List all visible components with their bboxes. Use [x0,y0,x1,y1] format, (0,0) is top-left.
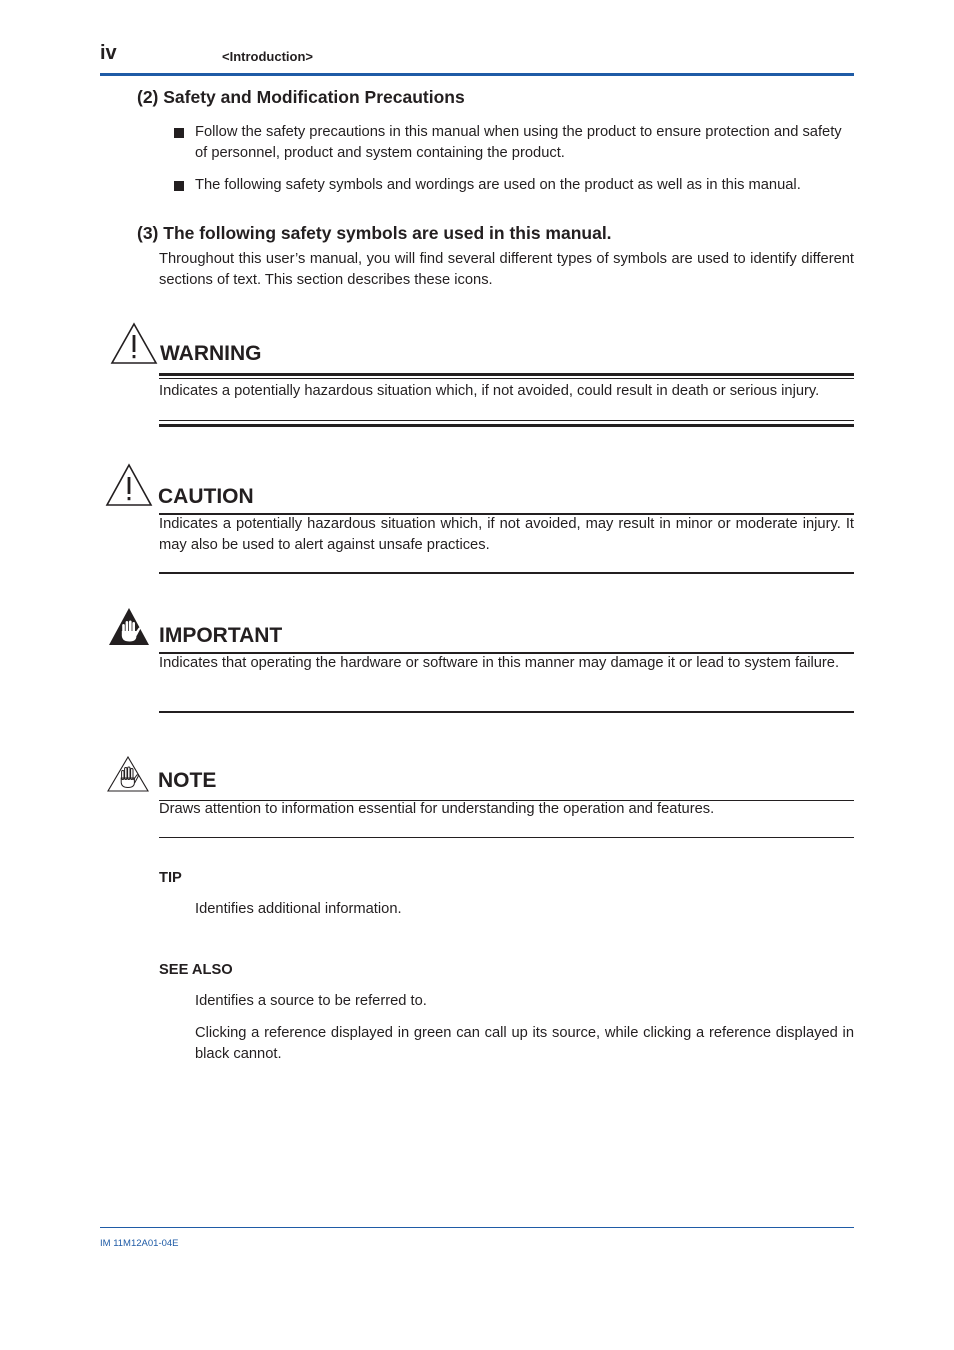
footer-rule [100,1227,854,1228]
important-text: Indicates that operating the hardware or software in this manner may damage it or lead to system failure. [159,655,840,671]
header-section-title: <Introduction> [222,49,313,64]
header-rule [100,73,854,76]
warning-title: WARNING [160,342,262,365]
hand-triangle-outline-icon [107,756,149,792]
important-title: IMPORTANT [159,624,283,647]
warning-bottom-rule [159,424,854,427]
see-also-text-2: Clicking a reference displayed in green can call up its source, while clicking a reference displayed in black cannot. [195,1025,854,1062]
note-bottom-rule [159,837,854,838]
caution-triangle-icon [105,463,153,507]
bullet-item [174,175,854,196]
bullet-text: The following safety symbols and wordings are used on the product as well as in this manual. [195,177,801,193]
important-bottom-rule [159,711,854,713]
tip-heading: TIP [159,870,182,886]
caution-text: Indicates a potentially hazardous situation which, if not avoided, may result in minor or moderate injury. It may also be used to alert against unsafe practices. [159,516,854,553]
warning-top-rule [159,373,854,376]
see-also-heading: SEE ALSO [159,962,233,978]
section-3-heading: (3) The following safety symbols are used in this manual. [137,223,612,243]
hand-triangle-filled-icon [108,607,150,646]
bullet-text: Follow the safety precautions in this manual when using the product to ensure protection and safety of personnel, product and system containing the product. [195,124,842,161]
warning-top-rule-thin [159,378,854,379]
footer-doc-id: IM 11M12A01-04E [100,1238,179,1249]
tip-text: Identifies additional information. [195,901,402,917]
bullet-square-icon [174,181,184,191]
note-text: Draws attention to information essential for understanding the operation and features. [159,801,715,817]
bullet-square-icon [174,128,184,138]
see-also-text-1: Identifies a source to be referred to. [195,993,427,1009]
warning-bottom-rule-thin [159,420,854,421]
note-title: NOTE [158,769,217,792]
caution-bottom-rule [159,572,854,574]
page-number: iv [100,42,117,64]
bullet-item [174,122,854,164]
section-3-intro: Throughout this user’s manual, you will find several different types of symbols are used to identify different sections of text. This section describes these icons. [159,251,854,288]
warning-text: Indicates a potentially hazardous situation which, if not avoided, could result in death or serious injury. [159,383,820,399]
warning-triangle-icon [110,322,158,365]
caution-title: CAUTION [158,485,254,508]
section-2-heading: (2) Safety and Modification Precautions [137,87,465,107]
